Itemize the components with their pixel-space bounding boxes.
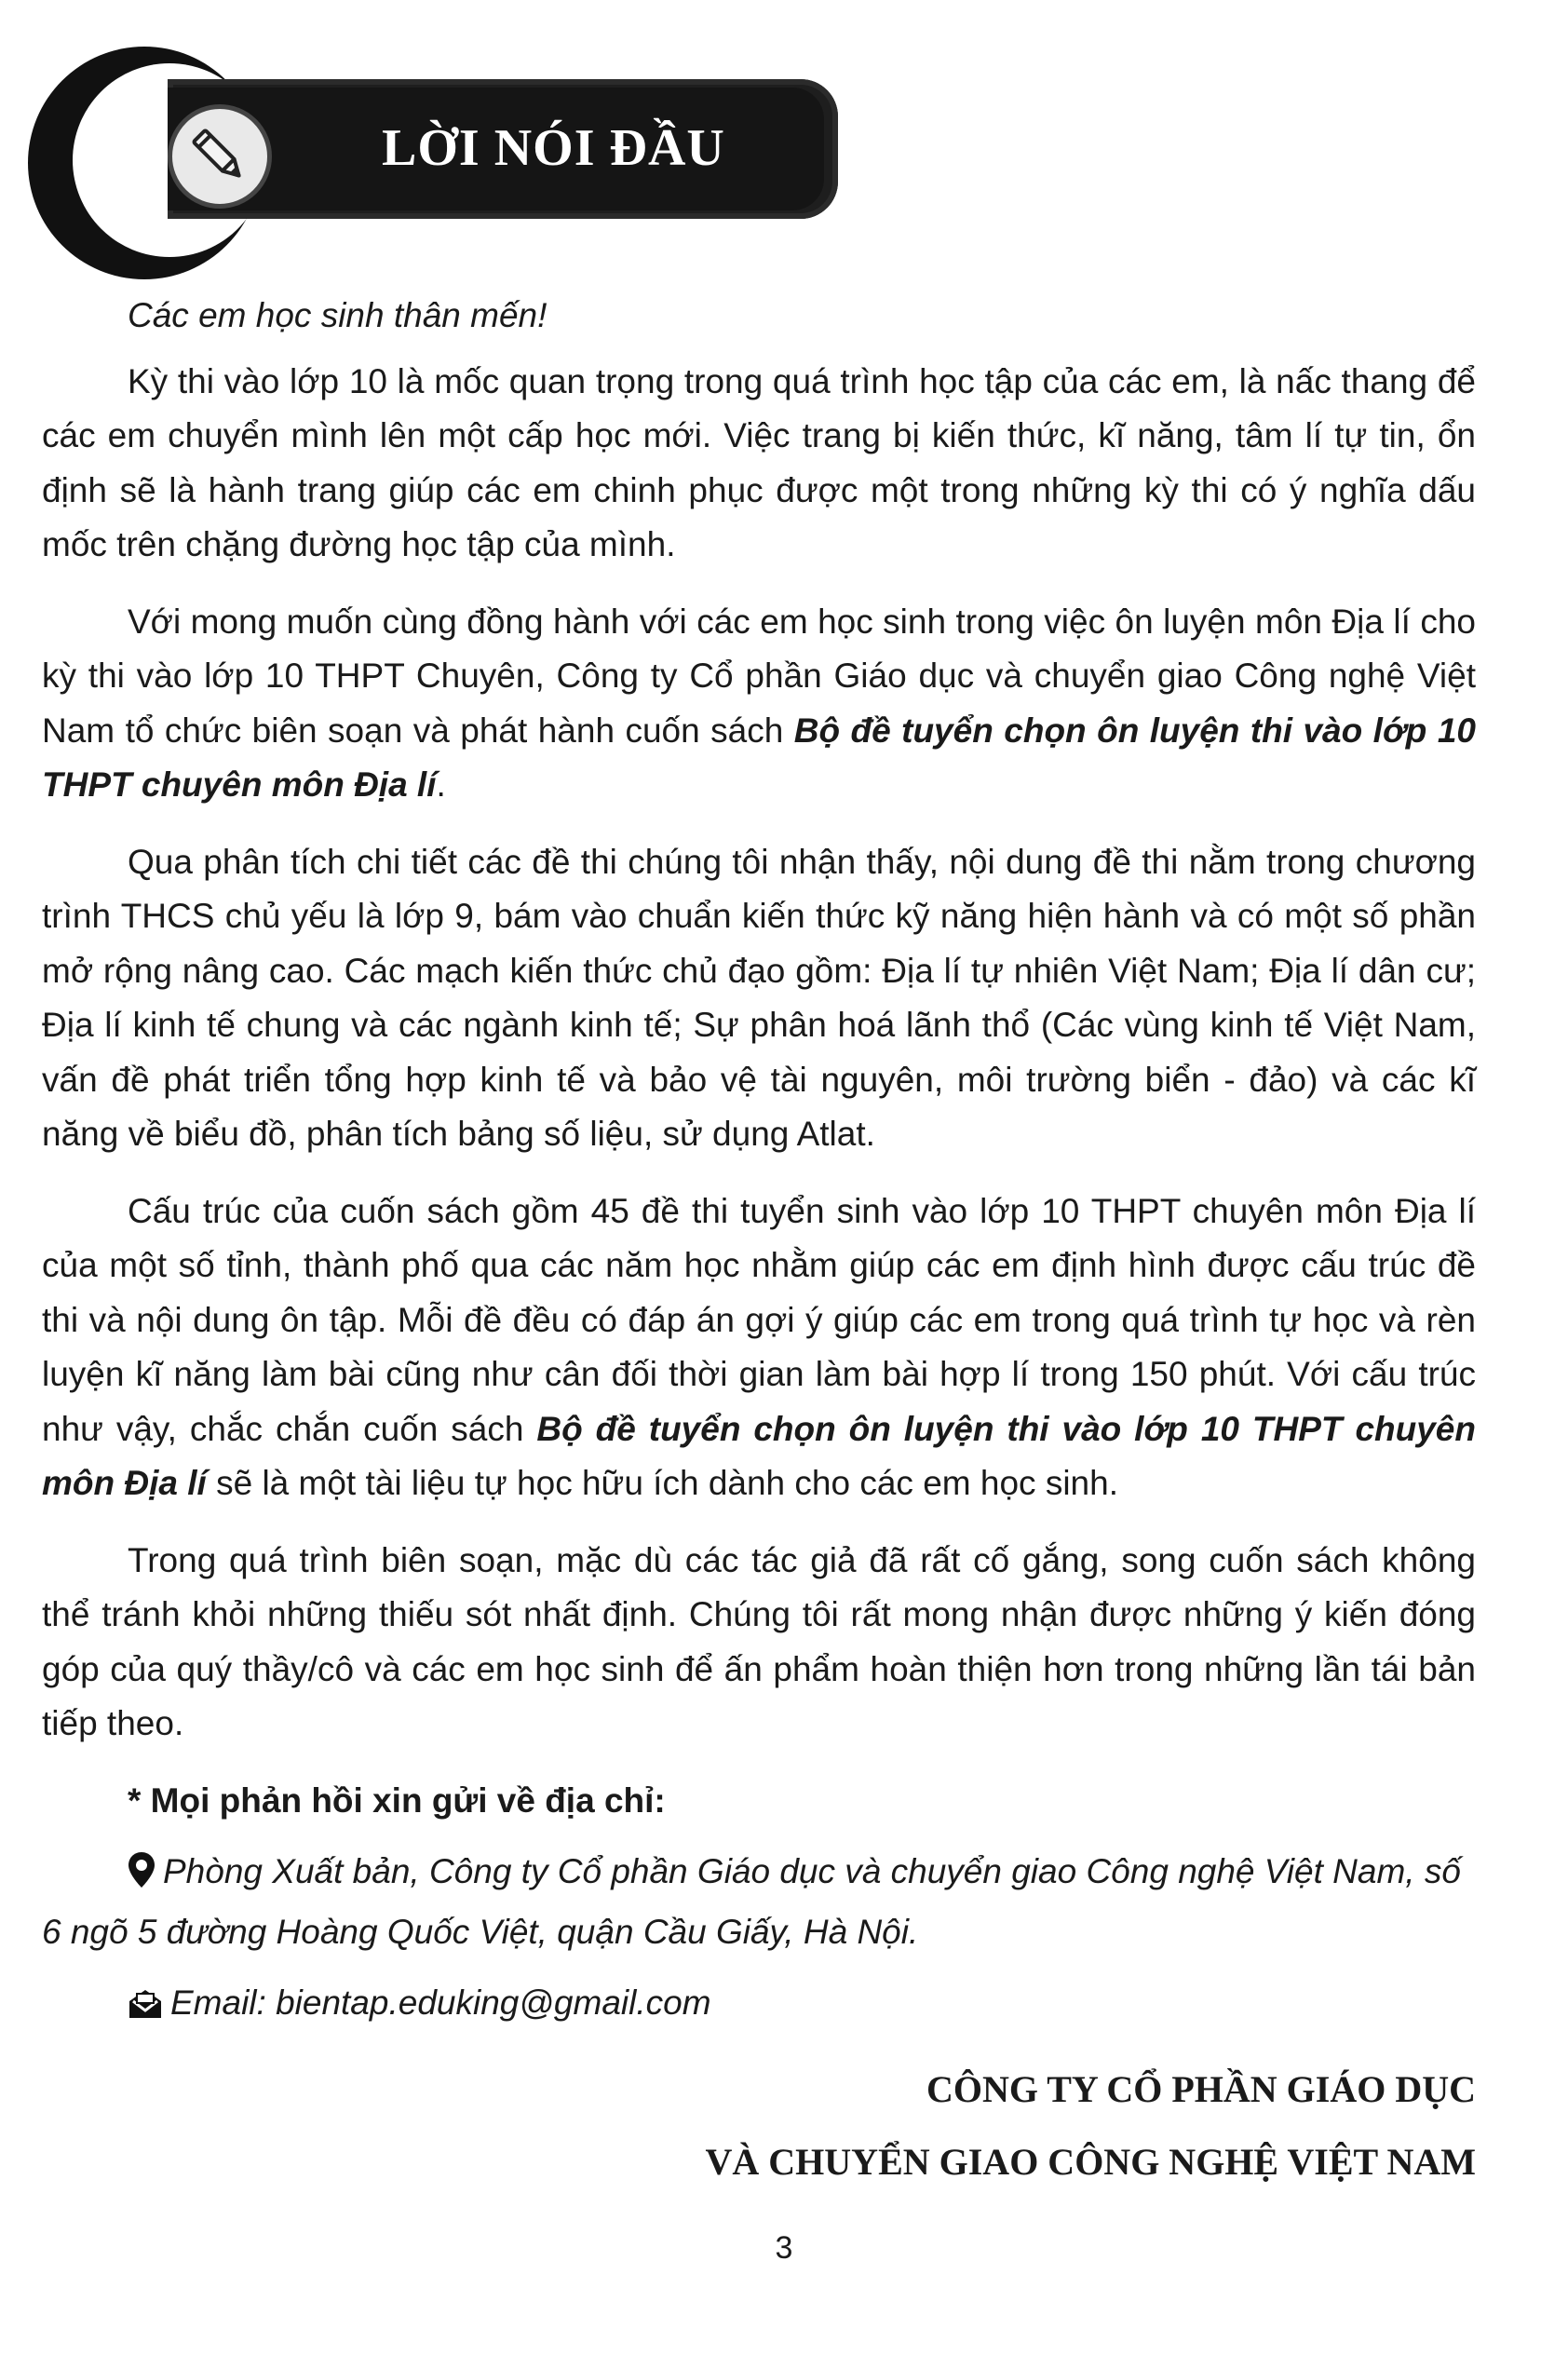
paragraph-5: Trong quá trình biên soạn, mặc dù các tác giả đã rất cố gắng, song cuốn sách không thể tránh khỏi những thiếu sót nhất định. Chúng tôi rất mong nhận được những ý kiến đóng góp của quý thầy/cô và các em học sinh để ấn phẩm hoàn thiện hơn trong những lần tái bản tiếp theo.: [42, 1540, 1476, 1742]
pencil-badge: [168, 104, 272, 209]
paragraph-4-text: Cấu trúc của cuốn sách gồm 45 đề thi tuyển sinh vào lớp 10 THPT chuyên môn Địa lí của một số tỉnh, thành phố qua các năm học nhằm giúp các em định hình được cấu trúc đề thi và nội dung ôn tập. Mỗi đề đều có đáp án gợi ý giúp các em trong quá trình tự học và rèn luyện kĩ năng làm bài cũng như cân đối thời gian làm bài hợp lí trong 150 phút. Với cấu trúc như vậy, chắc chắn cuốn sách: [42, 1191, 1476, 1448]
paragraph-2-text: Với mong muốn cùng đồng hành với các em học sinh trong việc ôn luyện môn Địa lí cho kỳ thi vào lớp 10 THPT Chuyên, Công ty Cổ phần Giáo dục và chuyển giao Công nghệ Việt Nam tổ chức biên soạn và phát hành cuốn sách: [42, 602, 1476, 750]
page-title: LỜI NÓI ĐẦU: [382, 119, 725, 177]
pencil-icon: [187, 124, 252, 189]
email-address: Email: bientap.eduking@gmail.com: [170, 1983, 711, 2022]
foreword-content: [42, 289, 1476, 2199]
paragraph-4-end: sẽ là một tài liệu tự học hữu ích dành cho các em học sinh.: [206, 1464, 1118, 1502]
company-name-line-2: VÀ CHUYỂN GIAO CÔNG NGHỆ VIỆT NAM: [705, 2140, 1476, 2183]
book-title: Bộ đề tuyển chọn ôn luyện thi vào lớp 10 THPT chuyên môn Địa lí: [42, 1409, 1476, 1502]
company-signature: [42, 2053, 1476, 2199]
book-title: Bộ đề tuyển chọn ôn luyện thi vào lớp 10 THPT chuyên môn Địa lí: [42, 711, 1476, 804]
page-number: 3: [775, 2230, 793, 2266]
header-banner: [28, 47, 838, 289]
company-name-line-1: CÔNG TY CỔ PHẦN GIÁO DỤC: [926, 2067, 1476, 2110]
greeting: Các em học sinh thân mến!: [128, 296, 547, 334]
paragraph-2-end: .: [436, 765, 446, 804]
paragraph-3: Qua phân tích chi tiết các đề thi chúng tôi nhận thấy, nội dung đề thi nằm trong chương trình THCS chủ yếu là lớp 9, bám vào chuẩn kiến thức kỹ năng hiện hành và có một số phần mở rộng nâng cao. Các mạch kiến thức chủ đạo gồm: Địa lí tự nhiên Việt Nam; Địa lí dân cư; Địa lí kinh tế chung và các ngành kinh tế; Sự phân hoá lãnh thổ (Các vùng kinh tế Việt Nam, vấn đề phát triển tổng hợp kinh tế và bảo vệ tài nguyên, môi trường biển - đảo) và các kĩ năng về biểu đồ, phân tích bảng số liệu, sử dụng Atlat.: [42, 842, 1476, 1153]
paragraph-2: [42, 595, 1476, 813]
feedback-heading: * Mọi phản hồi xin gửi về địa chỉ:: [128, 1780, 666, 1820]
email-line: [42, 1976, 1476, 2037]
location-pin-icon: [128, 1850, 155, 1905]
address-text: Phòng Xuất bản, Công ty Cổ phần Giáo dục và chuyển giao Công nghệ Việt Nam, số 6 ngõ 5 đường Hoàng Quốc Việt, quận Cầu Giấy, Hà Nội.: [42, 1852, 1461, 1951]
envelope-icon: [128, 1982, 163, 2037]
paragraph-4: [42, 1184, 1476, 1511]
address-line: [42, 1845, 1476, 1959]
paragraph-1: Kỳ thi vào lớp 10 là mốc quan trọng trong quá trình học tập của các em, là nấc thang để các em chuyển mình lên một cấp học mới. Việc trang bị kiến thức, kĩ năng, tâm lí tự tin, ổn định sẽ là hành trang giúp các em chinh phục được một trong những kỳ thi có ý nghĩa dấu mốc trên chặng đường học tập của mình.: [42, 361, 1476, 563]
